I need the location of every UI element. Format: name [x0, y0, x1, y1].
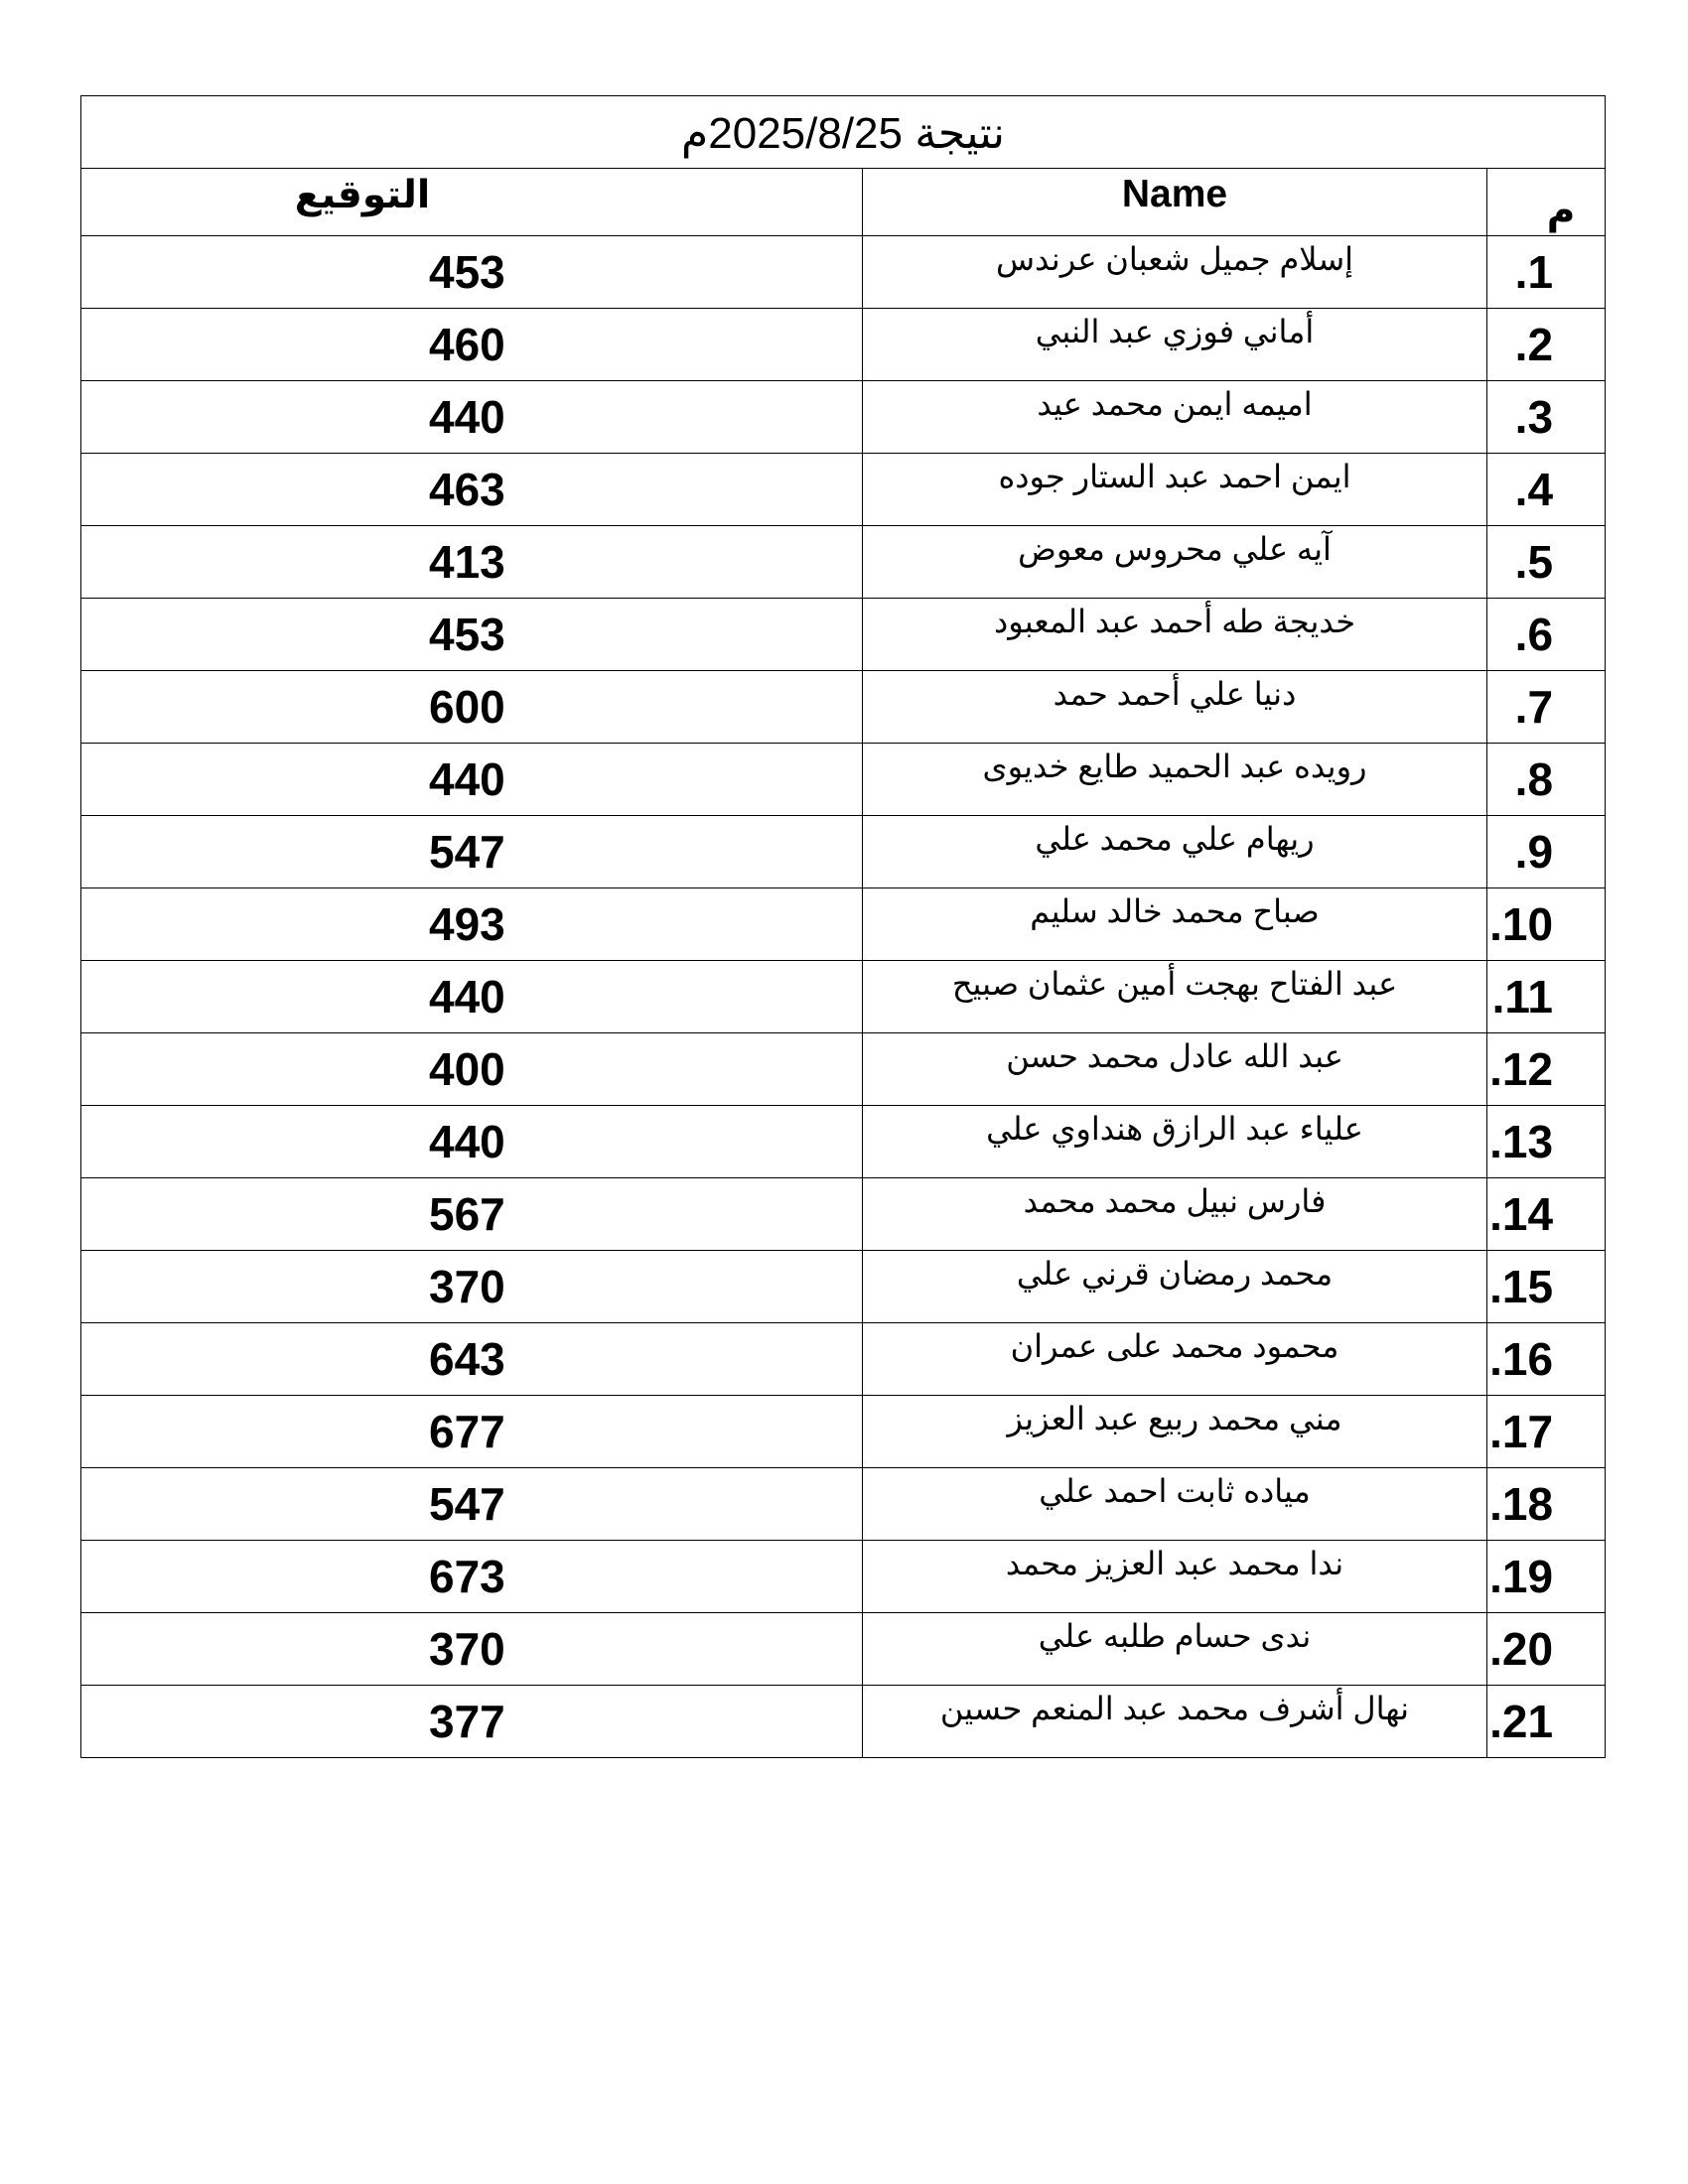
table-row	[81, 1251, 1606, 1323]
row-number-cell	[1487, 1033, 1606, 1106]
row-number-cell	[1487, 1541, 1606, 1613]
score-cell: 643	[81, 1323, 863, 1396]
row-number-cell	[1487, 1686, 1606, 1758]
name-cell: أماني فوزي عبد النبي	[863, 309, 1487, 381]
row-number: 21.	[1489, 1696, 1554, 1747]
header-row	[81, 169, 1606, 236]
table-row	[81, 1396, 1606, 1468]
row-number: 6.	[1514, 609, 1554, 660]
row-number-cell	[1487, 1251, 1606, 1323]
score-cell: 440	[81, 961, 863, 1033]
header-signature: التوقيع	[81, 169, 863, 236]
score-cell: 377	[81, 1686, 863, 1758]
row-number-cell	[1487, 671, 1606, 744]
score-cell: 460	[81, 309, 863, 381]
name-cell: علياء عبد الرازق هنداوي علي	[863, 1106, 1487, 1178]
name-cell: مني محمد ربيع عبد العزيز	[863, 1396, 1487, 1468]
score-cell: 547	[81, 1468, 863, 1541]
row-number: 14.	[1489, 1188, 1554, 1240]
row-number-cell	[1487, 454, 1606, 526]
row-number: 11.	[1491, 971, 1554, 1023]
results-table	[80, 95, 1606, 1758]
name-cell: محمود محمد على عمران	[863, 1323, 1487, 1396]
score-cell: 370	[81, 1613, 863, 1686]
row-number: 20.	[1489, 1623, 1554, 1675]
score-cell: 453	[81, 599, 863, 671]
row-number-cell	[1487, 381, 1606, 454]
row-number-cell	[1487, 309, 1606, 381]
table-row	[81, 961, 1606, 1033]
row-number-cell	[1487, 1468, 1606, 1541]
table-row	[81, 888, 1606, 961]
table-row	[81, 816, 1606, 888]
row-number-cell	[1487, 526, 1606, 599]
row-number-cell	[1487, 744, 1606, 816]
name-cell: دنيا علي أحمد حمد	[863, 671, 1487, 744]
table-row	[81, 526, 1606, 599]
row-number: 15.	[1489, 1261, 1554, 1312]
row-number: 17.	[1489, 1406, 1554, 1457]
name-cell: إسلام جميل شعبان عرندس	[863, 236, 1487, 309]
row-number: 16.	[1489, 1333, 1554, 1385]
row-number-cell	[1487, 1178, 1606, 1251]
header-number: م	[1487, 169, 1606, 236]
score-cell: 677	[81, 1396, 863, 1468]
name-cell: ندى حسام طلبه علي	[863, 1613, 1487, 1686]
table-row	[81, 1033, 1606, 1106]
row-number: 13.	[1489, 1116, 1554, 1167]
title-row	[81, 96, 1606, 169]
table-row	[81, 1323, 1606, 1396]
name-cell: ايمن احمد عبد الستار جوده	[863, 454, 1487, 526]
name-cell: اميمه ايمن محمد عيد	[863, 381, 1487, 454]
score-cell: 493	[81, 888, 863, 961]
table-row	[81, 671, 1606, 744]
row-number: 19.	[1489, 1551, 1554, 1602]
score-cell: 440	[81, 1106, 863, 1178]
score-cell: 453	[81, 236, 863, 309]
row-number: 8.	[1514, 753, 1554, 805]
row-number-cell	[1487, 1396, 1606, 1468]
row-number-cell	[1487, 961, 1606, 1033]
name-cell: مياده ثابت احمد علي	[863, 1468, 1487, 1541]
row-number: 12.	[1489, 1043, 1554, 1095]
row-number: 5.	[1514, 536, 1554, 588]
row-number: 7.	[1514, 681, 1554, 733]
row-number-cell	[1487, 236, 1606, 309]
score-cell: 673	[81, 1541, 863, 1613]
row-number-cell	[1487, 1613, 1606, 1686]
score-cell: 547	[81, 816, 863, 888]
score-cell: 413	[81, 526, 863, 599]
score-cell: 440	[81, 744, 863, 816]
row-number: 9.	[1514, 826, 1554, 878]
name-cell: محمد رمضان قرني علي	[863, 1251, 1487, 1323]
table-row	[81, 599, 1606, 671]
header-name: Name	[863, 169, 1487, 236]
row-number: 2.	[1514, 319, 1554, 370]
table-row	[81, 236, 1606, 309]
table-row	[81, 309, 1606, 381]
row-number: 18.	[1489, 1478, 1554, 1530]
row-number: 1.	[1514, 246, 1554, 298]
name-cell: خديجة طه أحمد عبد المعبود	[863, 599, 1487, 671]
score-cell: 600	[81, 671, 863, 744]
row-number: 10.	[1489, 898, 1554, 950]
row-number-cell	[1487, 888, 1606, 961]
row-number: 3.	[1514, 391, 1554, 443]
score-cell: 370	[81, 1251, 863, 1323]
table-row	[81, 744, 1606, 816]
name-cell: نهال أشرف محمد عبد المنعم حسين	[863, 1686, 1487, 1758]
name-cell: فارس نبيل محمد محمد	[863, 1178, 1487, 1251]
row-number-cell	[1487, 599, 1606, 671]
table-title: نتيجة 2025/8/25م	[81, 96, 1606, 169]
row-number: 4.	[1514, 464, 1554, 515]
row-number-cell	[1487, 816, 1606, 888]
table-row	[81, 381, 1606, 454]
name-cell: ريهام علي محمد علي	[863, 816, 1487, 888]
table-row	[81, 1468, 1606, 1541]
row-number-cell	[1487, 1323, 1606, 1396]
table-row	[81, 1541, 1606, 1613]
name-cell: صباح محمد خالد سليم	[863, 888, 1487, 961]
name-cell: ندا محمد عبد العزيز محمد	[863, 1541, 1487, 1613]
table-row	[81, 1613, 1606, 1686]
score-cell: 567	[81, 1178, 863, 1251]
name-cell: عبد الفتاح بهجت أمين عثمان صبيح	[863, 961, 1487, 1033]
row-number-cell	[1487, 1106, 1606, 1178]
table-row	[81, 1178, 1606, 1251]
table-row	[81, 1106, 1606, 1178]
table-row	[81, 1686, 1606, 1758]
table-row	[81, 454, 1606, 526]
name-cell: عبد الله عادل محمد حسن	[863, 1033, 1487, 1106]
score-cell: 463	[81, 454, 863, 526]
score-cell: 440	[81, 381, 863, 454]
name-cell: آيه علي محروس معوض	[863, 526, 1487, 599]
name-cell: رويده عبد الحميد طايع خديوى	[863, 744, 1487, 816]
score-cell: 400	[81, 1033, 863, 1106]
